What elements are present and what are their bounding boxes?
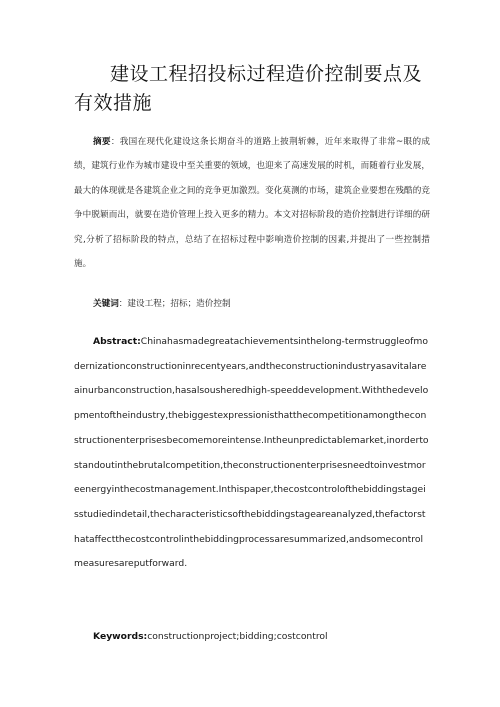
english-keywords-text: constructionproject;bidding;costcontrol xyxy=(147,631,328,642)
english-abstract-text: Chinahasmadegreatachievementsinthelong-termstruggleofmodernizationconstructioninrecentyears,andtheconstructionindustryasavitalareainurbanconstruction,hasalsousheredhigh-speeddevelopment.Withthedevelopmentoftheindustry,thebiggestexpressionisthatthecompetitionamongtheconstructionenterprisesbecomemoreintense.Intheunpredictablemarket,inordertostandoutinthebrutalcompetition,theconstructionenterprisesneedtoinvestmoreenergyinthecostmanagement.Inthispaper,thecostcontrolofthebiddingstageisstudiedindetail,thecharacteristicsofthebiddingstageareanalyzed,thefactorsthataffectthecostcontrolinthebiddingprocessaresummarized,andsomecontrolmeasuresareputforward. xyxy=(74,336,429,570)
chinese-abstract-label: 摘要 xyxy=(93,137,111,147)
chinese-keywords xyxy=(93,297,433,311)
chinese-abstract-separator: ： xyxy=(110,137,120,147)
english-keywords xyxy=(93,630,433,644)
chinese-keywords-separator: ： xyxy=(118,299,128,309)
chinese-keywords-label: 关键词 xyxy=(93,299,119,309)
document-title: 建设工程招投标过程造价控制要点及有效措施 xyxy=(74,63,423,114)
chinese-abstract xyxy=(74,130,430,276)
english-abstract xyxy=(74,330,430,577)
english-abstract-label: Abstract: xyxy=(93,336,141,347)
english-keywords-label: Keywords: xyxy=(93,631,148,642)
chinese-keywords-text: 建设工程；招标；造价控制 xyxy=(127,299,231,309)
chinese-abstract-text: 我国在现代化建设这条长期奋斗的道路上披荆斩棘，近年来取得了非常~眼的成绩，建筑行业作为城市建设中至关重要的领域，也迎来了高速发展的时机，而随着行业发展，最大的体现就是各建筑企业之间的竞争更加激烈。变化莫测的市场，建筑企业要想在残酷的竞争中脱颖而出，就要在造价管理上投入更多的精力。本文对招标阶段的造价控制进行详细的研究,分析了招标阶段的特点，总结了在招标过程中影响造价控制的因素,并提出了一些控制措施。 xyxy=(74,137,430,270)
